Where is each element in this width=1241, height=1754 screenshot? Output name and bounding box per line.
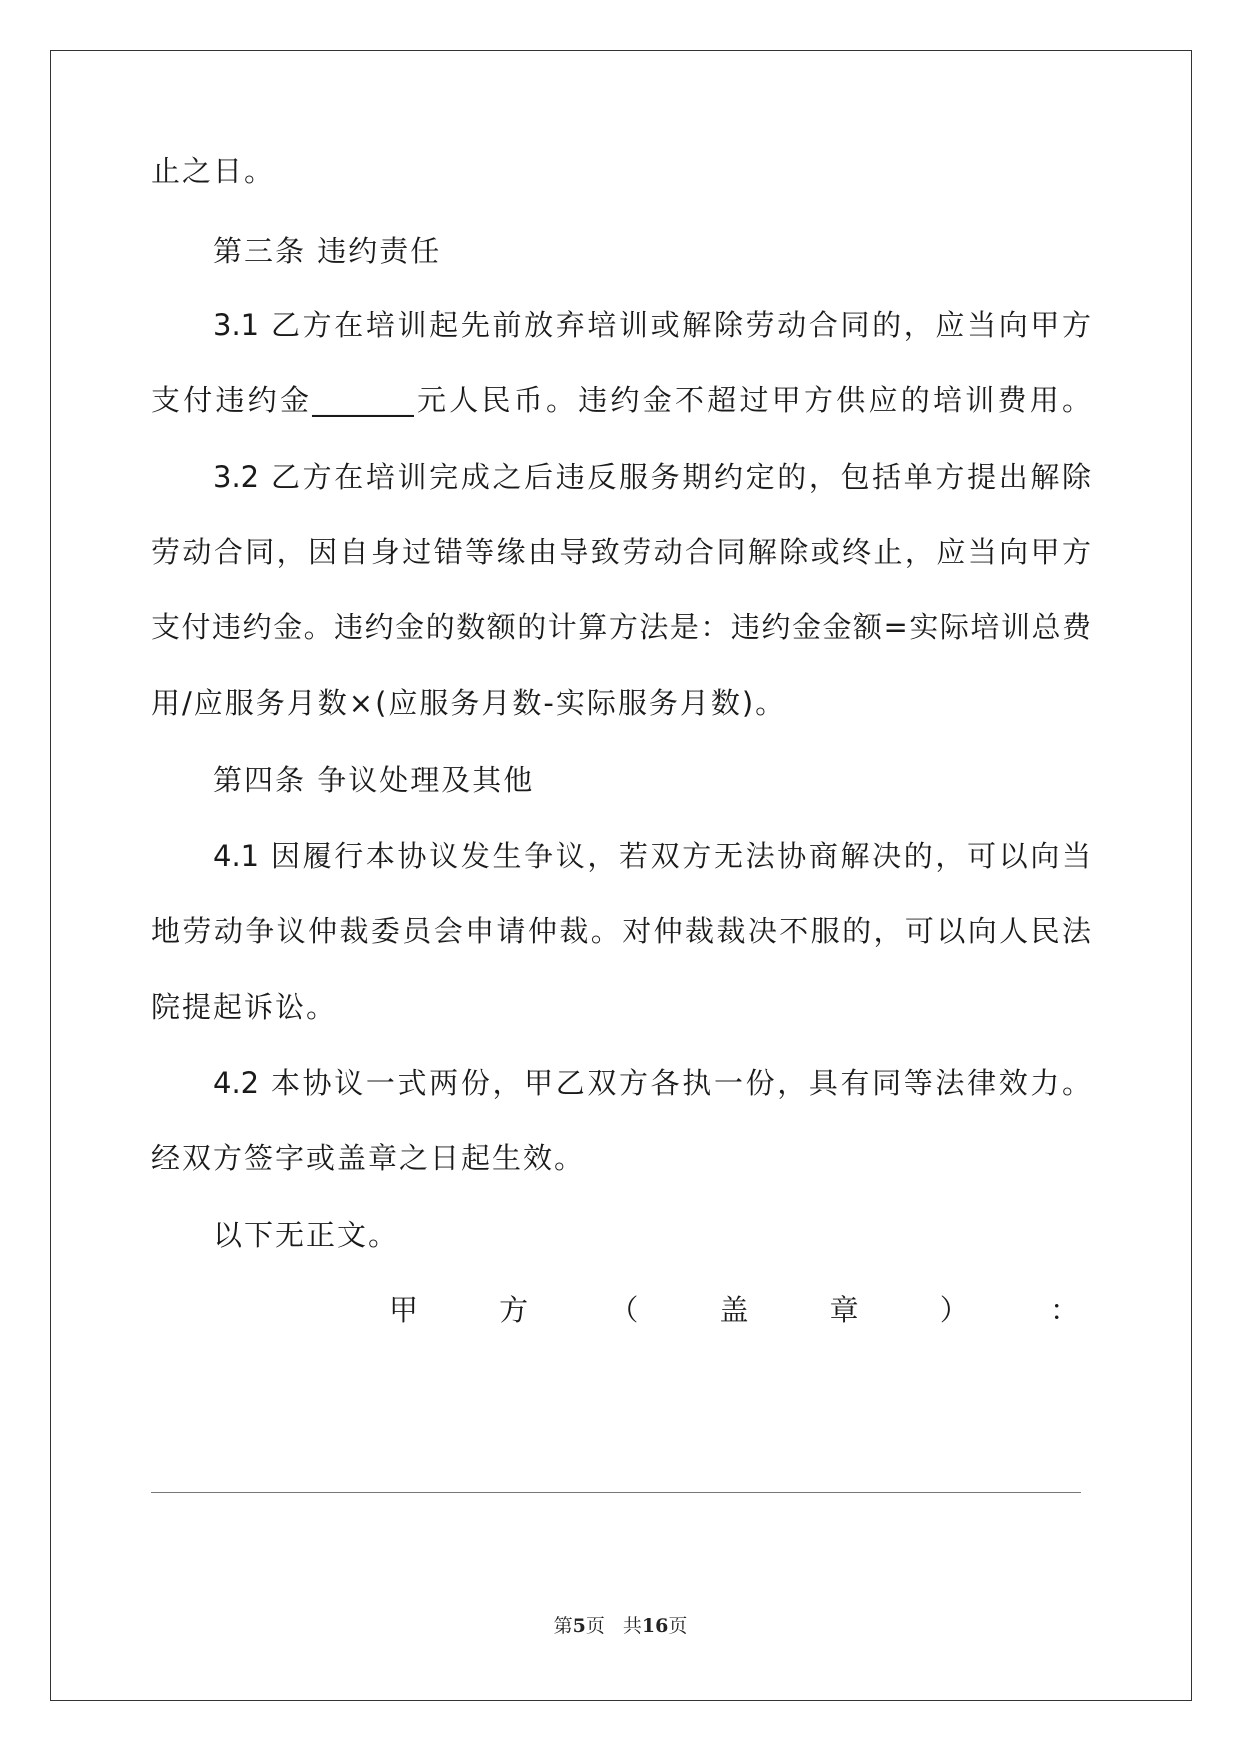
body-line: 劳动合同，因自身过错等缘由导致劳动合同解除或终止，应当向甲方 [151, 535, 1091, 569]
signature-char: 甲 [389, 1293, 419, 1327]
footer-page-suffix: 页 [585, 1615, 605, 1637]
body-line: 4.1 因履行本协议发生争议，若双方无法协商解决的，可以向当 [213, 839, 1091, 873]
signature-char: ） [939, 1293, 969, 1327]
body-line: 3.2 乙方在培训完成之后违反服务期约定的，包括单方提出解除 [213, 460, 1091, 494]
body-line: 地劳动争议仲裁委员会申请仲裁。对仲裁裁决不服的，可以向人民法 [151, 914, 1091, 948]
section-heading: 第四条 争议处理及其他 [213, 763, 535, 797]
body-line: 以下无正文。 [213, 1218, 400, 1252]
signature-char: （ [609, 1293, 639, 1327]
signature-char: ： [1049, 1293, 1079, 1327]
body-line: 支付违约金_______元人民币。违约金不超过甲方供应的培训费用。 [151, 383, 1091, 417]
body-line: 支付违约金。违约金的数额的计算方法是：违约金金额=实际培训总费 [151, 610, 1091, 644]
body-line: 4.2 本协议一式两份，甲乙双方各执一份，具有同等法律效力。 [213, 1066, 1091, 1100]
page-number: 5 [572, 1615, 586, 1637]
signature-char: 章 [829, 1293, 859, 1327]
footer-prefix: 第 [553, 1615, 573, 1637]
body-line: 止之日。 [151, 154, 276, 188]
footer-total-prefix: 共 [622, 1615, 642, 1637]
signature-blank-line [151, 1492, 1081, 1493]
signature-party-a [389, 1290, 1079, 1330]
section-heading: 第三条 违约责任 [213, 234, 442, 268]
body-line: 经双方签字或盖章之日起生效。 [151, 1141, 586, 1175]
body-line: 用/应服务月数×(应服务月数-实际服务月数)。 [151, 686, 787, 720]
page-footer [0, 1614, 1241, 1638]
footer-total-suffix: 页 [668, 1615, 688, 1637]
total-pages: 16 [641, 1615, 669, 1637]
signature-char: 盖 [719, 1293, 749, 1327]
body-line: 3.1 乙方在培训起先前放弃培训或解除劳动合同的，应当向甲方 [213, 308, 1091, 342]
signature-char: 方 [499, 1293, 529, 1327]
body-line: 院提起诉讼。 [151, 990, 338, 1024]
